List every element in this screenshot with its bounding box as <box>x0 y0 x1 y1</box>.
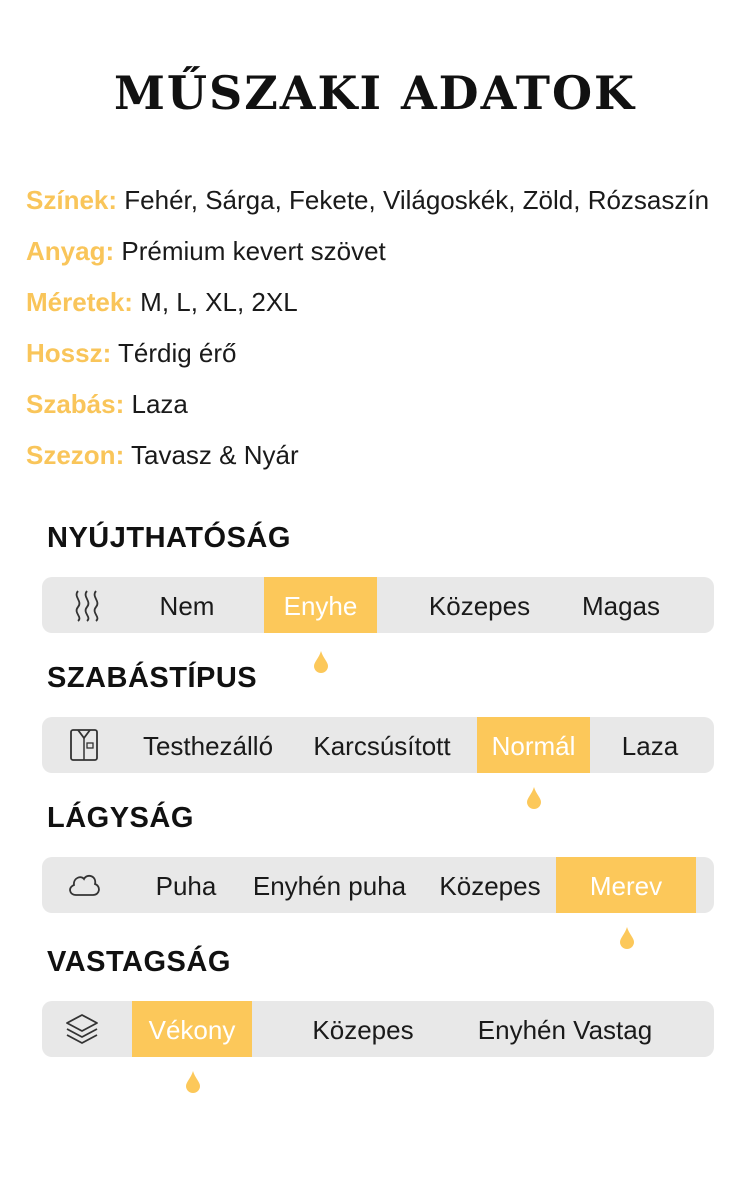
spec-value: Térdig érő <box>118 338 237 368</box>
option-loose: Laza <box>621 731 679 761</box>
option-slightly-soft: Enyhén puha <box>252 871 407 901</box>
spec-key: Szabás: <box>26 389 125 419</box>
spec-key: Szezon: <box>26 440 125 470</box>
cloud-icon <box>66 867 102 903</box>
section-title-thickness: VASTAGSÁG <box>47 946 231 978</box>
spec-value: Tavasz & Nyár <box>131 440 299 470</box>
spec-season <box>26 440 299 471</box>
option-normal-selected: Normál <box>477 717 590 773</box>
selection-drop-icon <box>186 1071 200 1093</box>
spec-length <box>26 338 237 369</box>
spec-key: Hossz: <box>26 338 112 368</box>
section-title-fit-type: SZABÁSTÍPUS <box>47 662 258 694</box>
layers-icon <box>64 1011 100 1047</box>
section-title-stretch: NYÚJTHATÓSÁG <box>47 522 291 554</box>
fit-type-scale <box>42 717 714 773</box>
spec-value: Fehér, Sárga, Fekete, Világoskék, Zöld, Rózsaszín <box>124 185 710 215</box>
option-thin-selected: Vékony <box>132 1001 252 1057</box>
option-medium: Közepes <box>428 591 531 621</box>
selection-drop-icon <box>620 927 634 949</box>
spec-value: Prémium kevert szövet <box>121 236 386 266</box>
selection-drop-icon <box>314 651 328 673</box>
spec-value: Laza <box>131 389 188 419</box>
option-none: Nem <box>159 591 215 621</box>
option-form-fitting: Testhezálló <box>142 731 274 761</box>
section-title-softness: LÁGYSÁG <box>47 802 194 834</box>
selection-drop-icon <box>527 787 541 809</box>
spec-key: Anyag: <box>26 236 115 266</box>
softness-scale <box>42 857 714 913</box>
spec-material <box>26 236 386 267</box>
option-slim: Karcsúsított <box>313 731 451 761</box>
spec-value: M, L, XL, 2XL <box>140 287 298 317</box>
option-medium: Közepes <box>312 1015 414 1045</box>
stretch-scale <box>42 577 714 633</box>
option-stiff-selected: Merev <box>556 857 696 913</box>
spec-fit <box>26 389 188 420</box>
spec-colors <box>26 185 709 216</box>
spec-key: Színek: <box>26 185 118 215</box>
option-slight-selected: Enyhe <box>264 577 377 633</box>
shirt-icon <box>66 727 102 763</box>
option-medium: Közepes <box>439 871 541 901</box>
thickness-scale <box>42 1001 714 1057</box>
spec-key: Méretek: <box>26 287 133 317</box>
spec-sizes <box>26 287 298 318</box>
stretch-wave-icon <box>70 587 106 623</box>
option-soft: Puha <box>155 871 217 901</box>
option-high: Magas <box>581 591 661 621</box>
page-title: MŰSZAKI ADATOK <box>113 66 637 120</box>
option-slightly-thick: Enyhén Vastag <box>477 1015 653 1045</box>
